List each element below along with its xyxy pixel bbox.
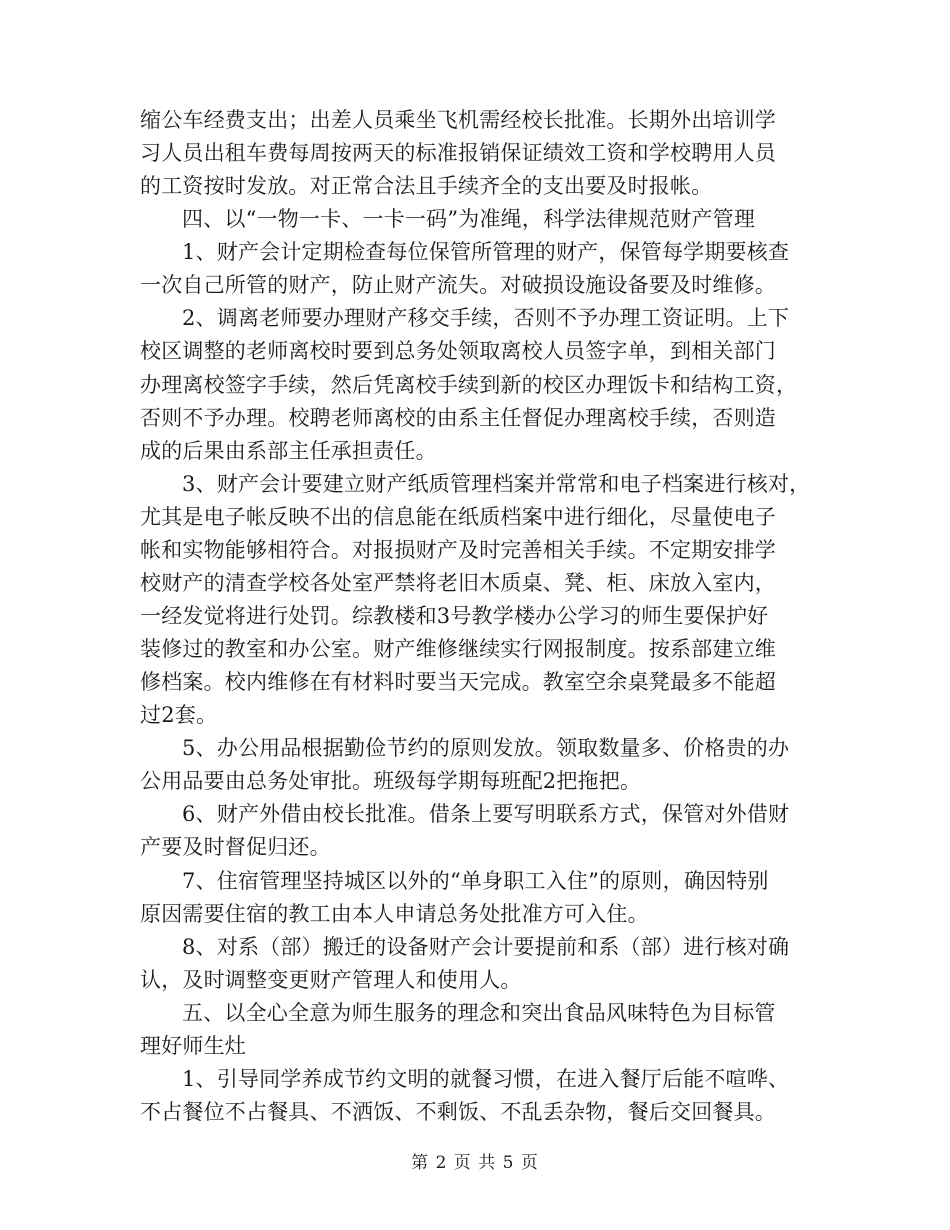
text-line: 原因需要住宿的教工由本人申请总务处批准方可入住。 [140, 902, 649, 926]
text-line: 的工资按时发放。对正常合法且手续齐全的支出要及时报帐。 [140, 174, 713, 198]
text-line: 产要及时督促归还。 [140, 835, 331, 859]
page-number-footer: 第 2 页 共 5 页 [411, 1153, 539, 1173]
text-line: 校区调整的老师离校时要到总务处领取离校人员签字单，到相关部门 [140, 339, 776, 363]
text-line: 1、财产会计定期检查每位保管所管理的财产，保管每学期要核查 [182, 240, 790, 264]
text-line: 校财产的清查学校各处室严禁将老旧木质桌、凳、柜、床放入室内， [140, 571, 776, 595]
text-line: 2、调离老师要办理财产移交手续，否则不予办理工资证明。上下 [182, 306, 790, 330]
section-heading: 理好师生灶 [140, 1034, 246, 1058]
text-line: 公用品要由总务处审批。班级每学期每班配2把拖把。 [140, 769, 642, 793]
text-line: 装修过的教室和办公室。财产维修继续实行网报制度。按系部建立维 [140, 637, 776, 661]
text-line: 缩公车经费支出；出差人员乘坐飞机需经校长批准。长期外出培训学 [140, 108, 776, 132]
section-heading: 五、以全心全意为师生服务的理念和突出食品风味特色为目标管 [182, 1001, 776, 1025]
text-line: 帐和实物能够相符合。对报损财产及时完善相关手续。不定期安排学 [140, 538, 776, 562]
text-line: 3、财产会计要建立财产纸质管理档案并常常和电子档案进行核对， [182, 472, 811, 496]
section-heading: 四、以“一物一卡、一卡一码”为准绳，科学法律规范财产管理 [182, 207, 756, 231]
text-line: 5、办公用品根据勤俭节约的原则发放。领取数量多、价格贵的办 [182, 736, 790, 760]
text-line: 6、财产外借由校长批准。借条上要写明联系方式，保管对外借财 [182, 802, 790, 826]
text-line: 办理离校签字手续，然后凭离校手续到新的校区办理饭卡和结构工资， [140, 373, 798, 397]
text-line: 尤其是电子帐反映不出的信息能在纸质档案中进行细化，尽量使电子 [140, 505, 776, 529]
text-line: 认，及时调整变更财产管理人和使用人。 [140, 968, 522, 992]
text-line: 1、引导同学养成节约文明的就餐习惯，在进入餐厅后能不喧哗、 [182, 1067, 790, 1091]
text-line: 7、住宿管理坚持城区以外的“单身职工入住”的原则，确因特别 [182, 869, 769, 893]
text-line: 否则不予办理。校聘老师离校的由系主任督促办理离校手续，否则造 [140, 406, 776, 430]
text-line: 8、对系（部）搬迁的设备财产会计要提前和系（部）进行核对确 [182, 935, 790, 959]
text-line: 修档案。校内维修在有材料时要当天完成。教室空余桌凳最多不能超 [140, 670, 776, 694]
text-line: 过2套。 [140, 703, 218, 727]
text-line: 成的后果由系部主任承担责任。 [140, 439, 437, 463]
text-line: 习人员出租车费每周按两天的标准报销保证绩效工资和学校聘用人员 [140, 141, 776, 165]
text-line: 一次自己所管的财产，防止财产流失。对破损设施设备要及时维修。 [140, 273, 776, 297]
text-line: 一经发觉将进行处罚。综教楼和3号教学楼办公学习的师生要保护好 [140, 604, 769, 628]
text-line: 不占餐位不占餐具、不洒饭、不剩饭、不乱丢杂物，餐后交回餐具。 [140, 1100, 776, 1124]
